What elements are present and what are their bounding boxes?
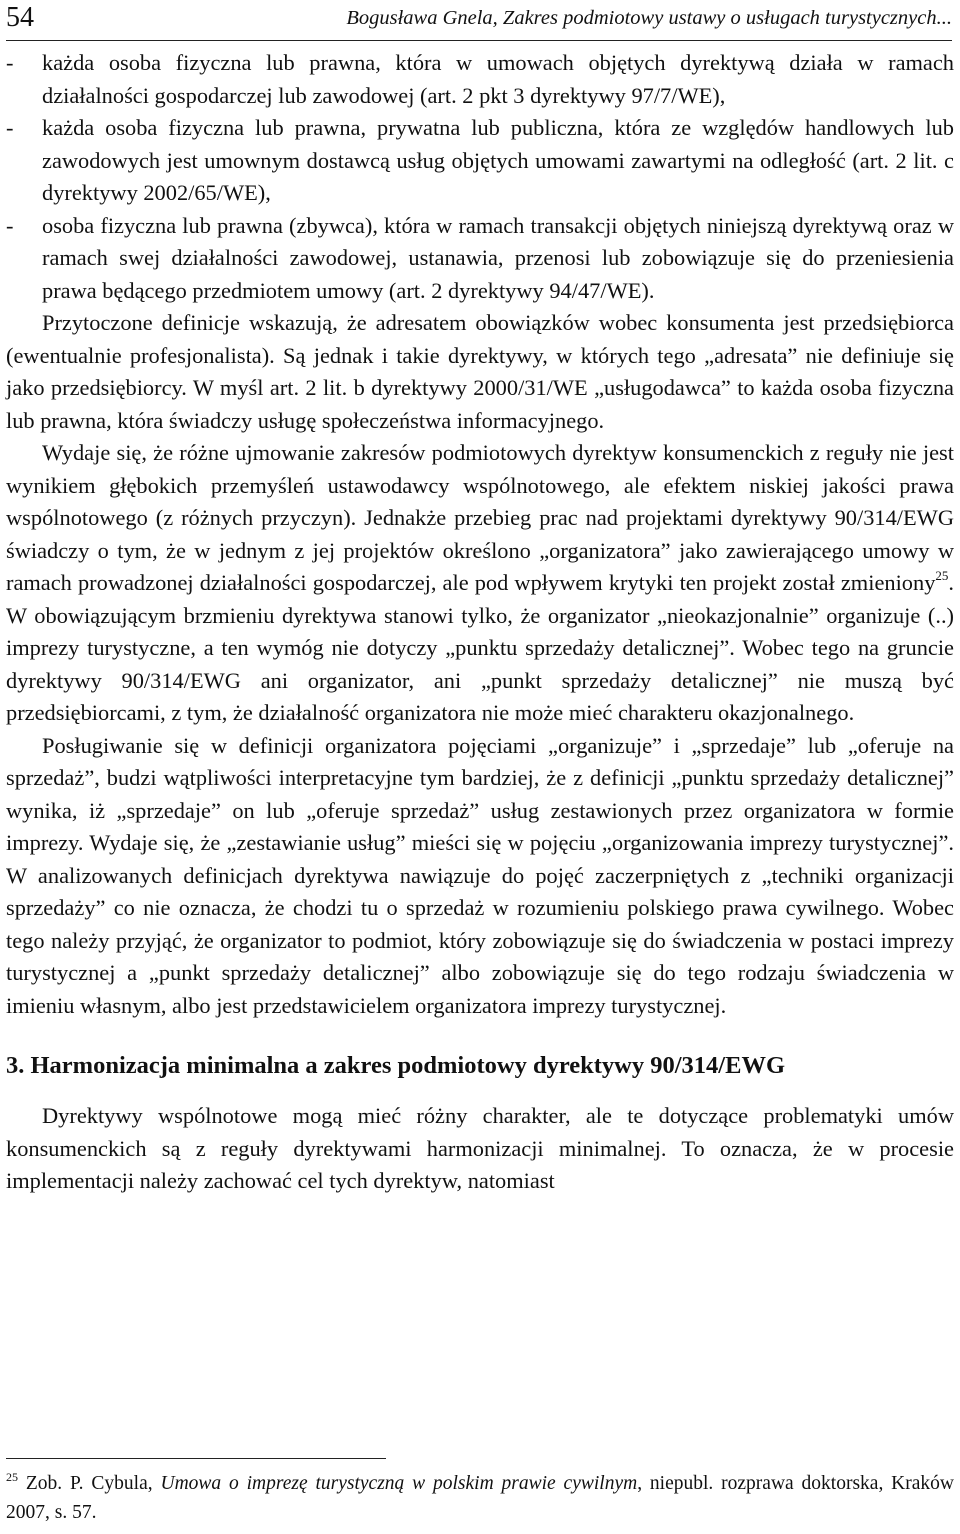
footnote-number: 25 [6, 1470, 18, 1484]
paragraph: Przytoczone definicje wskazują, że adresatem obowiązków wobec konsumenta jest przedsiębiorca (ewentualnie profesjonalista). Są jednak i takie dyrektywy, w których tego „adresata” nie definiuje się jako przedsiębiorcy. W myśl art. 2 lit. b dyrektywy 2000/31/WE „usługodawca” to każda osoba fizyczna lub prawna, która świadczy usługę społeczeństwa informacyjnego. [6, 310, 954, 433]
paragraph: Posługiwanie się w definicji organizatora pojęciami „organizuje” i „sprzedaje” lub „oferuje na sprzedaż”, budzi wątpliwości interpretacyjne tym bardziej, że z definicji „punktu sprzedaży detalicznej” wynika, iż „sprzedaje” on lub „oferuje sprzedaż” usług zestawionych przez organizatora w formie imprezy. Wydaje się, że „zestawianie usług” mieści się w pojęciu „organizowania imprezy turystycznej”. W analizowanych definicjach dyrektywa nawiązuje do pojęć zaczerpniętych z „techniki organizacji sprzedaży” co nie oznacza, że chodzi tu o sprzedaż w rozumieniu polskiego prawa cywilnego. Wobec tego należy przyjąć, że organizator to podmiot, który zobowiązuje się do świadczenia w postaci imprezy turystycznej a „punkt sprzedaży detalicznej” albo zobowiązuje się do tego rodzaju świadczenia w imieniu własnym, albo jest przedstawicielem organizatora imprezy turystycznej. [6, 732, 954, 1018]
page-header [6, 0, 952, 41]
list-dash: - [6, 212, 14, 238]
list-dash: - [6, 115, 14, 140]
footnote-title: Umowa o imprezę turystyczną w polskim prawie cywilnym [160, 1473, 638, 1494]
footnote-reference[interactable]: 25 [935, 568, 949, 583]
page-body [6, 47, 954, 1198]
footnotes [6, 1458, 954, 1527]
page-number: 54 [6, 2, 34, 33]
list-item [6, 112, 954, 210]
footnote-text: , niepubl. rozprawa doktorska, Kraków 2007, s. 57. [6, 1473, 954, 1523]
paragraph: Dyrektywy wspólnotowe mogą mieć różny charakter, ale te dotyczące problematyki umów konsumenckich są z reguły dyrektywami harmonizacji minimalnej. To oznacza, że w procesie implementacji należy zachować cel tych dyrektyw, natomiast [6, 1103, 954, 1193]
running-head: Bogusława Gnela, Zakres podmiotowy ustawy o usługach turystycznych... [346, 7, 952, 29]
paragraph [6, 437, 954, 730]
list-item-text: każda osoba fizyczna lub prawna, prywatna lub publiczna, która ze względów handlowych lub zawodowych jest umownym dostawcą usług objętych umowami zawartymi na odległość (art. 2 lit. c dyrektywy 2002/65/WE), [42, 115, 954, 205]
paragraph-text: . W obowiązującym brzmieniu dyrektywa stanowi tylko, że organizator „nieokazjonalnie” organizuje (..) imprezy turystyczne, a ten wymóg nie dotyczy „punktu sprzedaży detalicznej”. Wobec tego na gruncie dyrektywy 90/314/EWG ani organizator, ani „punkt sprzedaży detalicznej” nie muszą być przedsiębiorcami, z tym, że działalność organizatora nie może mieć charakteru okazjonalnego. [6, 570, 954, 725]
footnote-rule [6, 1458, 386, 1459]
list-item [6, 210, 954, 308]
footnote [6, 1469, 954, 1527]
paragraph-text: Wydaje się, że różne ujmowanie zakresów podmiotowych dyrektyw konsumenckich z reguły nie jest wynikiem głębokich przemyśleń ustawodawcy wspólnotowego, ale efektem niskiej jakości prawa wspólnotowego (z różnych przyczyn). Jednakże przebieg prac nad projektami dyrektywy 90/314/EWG świadczy o tym, że w jednym z jej projektów określono „organizatora” jako zawierającego umowy w ramach prowadzonej działalności gospodarczej, ale pod wpływem krytyki ten projekt został zmieniony [6, 440, 954, 595]
section-heading: 3. Harmonizacja minimalna a zakres podmiotowy dyrektywy 90/314/EWG [6, 1052, 785, 1079]
list-item-text: każda osoba fizyczna lub prawna, która w umowach objętych dyrektywą działa w ramach działalności gospodarczej lub zawodowej (art. 2 pkt 3 dyrektywy 97/7/WE), [42, 50, 954, 108]
list-item-text: osoba fizyczna lub prawna (zbywca), która w ramach transakcji objętych niniejszą dyrektywą oraz w ramach swej działalności zawodowej, ustanawia, przenosi lub zobowiązuje się do przeniesienia prawa będącego przedmiotem umowy (art. 2 dyrektywy 94/47/WE). [42, 212, 954, 303]
footnote-text: Zob. P. Cybula, [18, 1473, 161, 1494]
list-dash: - [6, 50, 14, 75]
list-item [6, 47, 954, 112]
